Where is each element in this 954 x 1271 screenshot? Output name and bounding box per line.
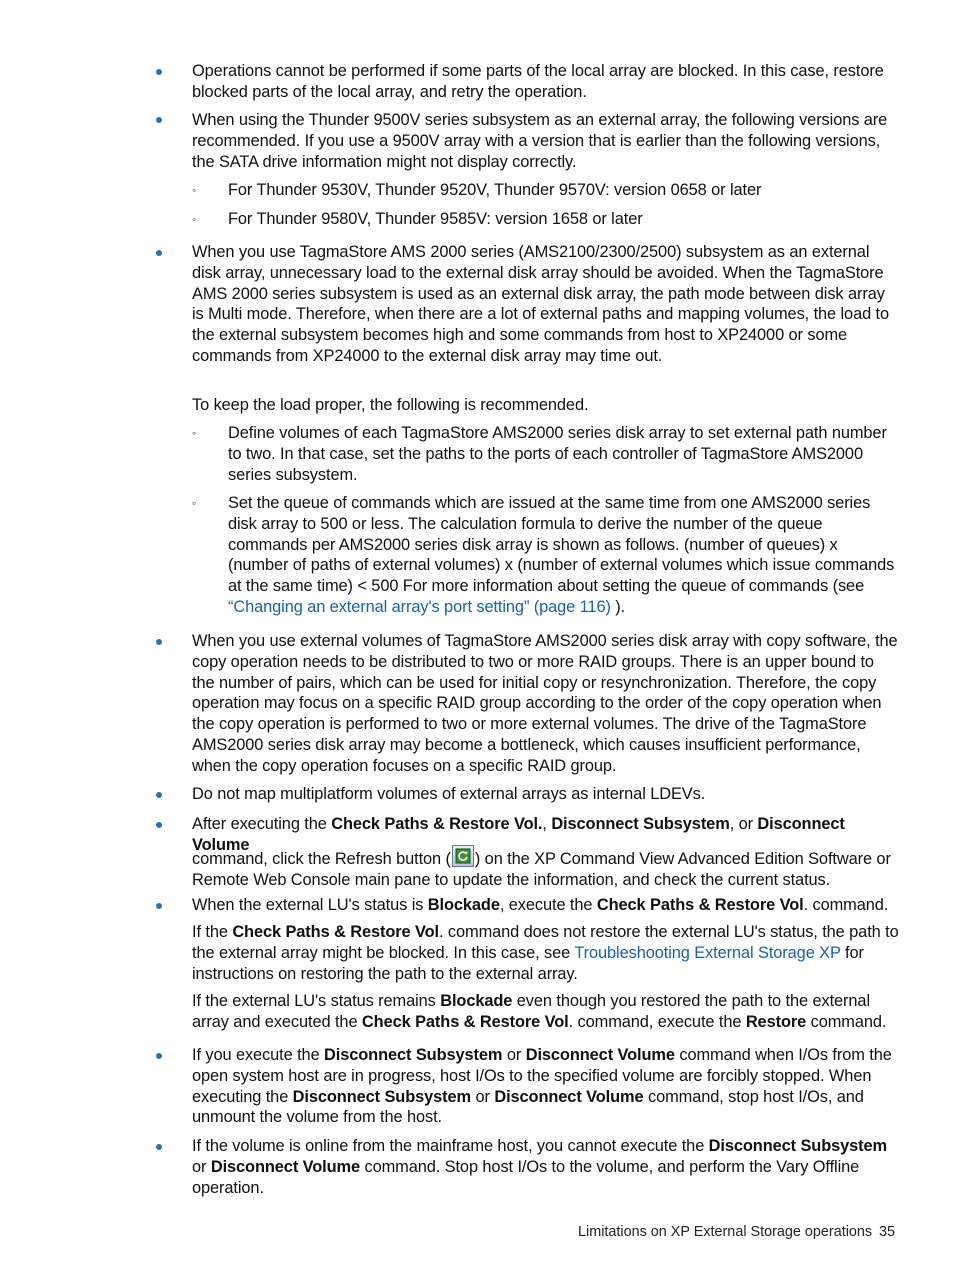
text-run: . command does not restore the external LU's status, the path to the external array might be blocked. In this case, see [192, 923, 899, 962]
command-name: Disconnect Volume [210, 1157, 361, 1176]
sub-bullet-icon: ◦ [192, 496, 197, 510]
bullet-3-para-2: To keep the load proper, the following is recommended. [192, 396, 589, 414]
sub-bullet-icon: ◦ [192, 183, 197, 197]
text-run: or [502, 1046, 526, 1064]
sub-bullet-icon: ◦ [192, 212, 197, 226]
text-run: When the external LU's status is [192, 896, 428, 914]
footer-page-number: 35 [879, 1224, 896, 1240]
text-run: even though you restored the path to the external array and executed the [192, 992, 870, 1031]
text-run: After executing the [192, 815, 332, 833]
text-run: If the [192, 923, 233, 941]
command-name: Check Paths & Restore Vol. [331, 815, 543, 833]
bullet-icon [156, 903, 162, 909]
refresh-icon [452, 845, 474, 867]
bullet-2-sub-2: For Thunder 9580V, Thunder 9585V: version 1658 or later [228, 210, 643, 228]
sub-bullet-icon: ◦ [192, 426, 197, 440]
bullet-6-line-2 [192, 845, 900, 891]
bullet-icon [156, 792, 162, 798]
status-blockade: Blockade [427, 896, 500, 914]
troubleshooting-link[interactable]: Troubleshooting External Storage XP [574, 943, 841, 962]
bullet-5-text: Do not map multiplatform volumes of external arrays as internal LDEVs. [192, 785, 706, 803]
bullet-7-para-3 [192, 991, 900, 1033]
text-run: or [192, 1157, 211, 1176]
bullet-3-sub-2 [228, 493, 900, 618]
bullet-3-sub-1: Define volumes of each TagmaStore AMS2000 series disk array to set external path number to two. In that case, set the paths to the ports of each controller of TagmaStore AMS2000 series subsystem. [228, 424, 887, 484]
bullet-icon [156, 1144, 162, 1150]
command-name: Disconnect Volume [494, 1087, 644, 1106]
text-run: or [471, 1087, 495, 1106]
bullet-9-text [192, 1136, 900, 1198]
bullet-2-sub-1: For Thunder 9530V, Thunder 9520V, Thunder 9570V: version 0658 or later [228, 181, 762, 199]
command-name: Check Paths & Restore Vol [232, 923, 440, 941]
port-setting-link[interactable]: “Changing an external array's port setting” (page 116) [228, 597, 611, 616]
bullet-icon [156, 69, 162, 75]
command-name: Disconnect Subsystem [324, 1046, 503, 1064]
bullet-1-text: Operations cannot be performed if some parts of the local array are blocked. In this case, restore blocked parts of the local array, and retry the operation. [192, 62, 884, 101]
text-run: command when I/Os from the open system host are in progress, host I/Os to the specified volume are forcibly stopped. When executing the [192, 1046, 892, 1106]
text-run: command, click the Refresh button ( [192, 850, 451, 868]
command-name: Disconnect Subsystem [551, 815, 730, 833]
command-name: Check Paths & Restore Vol [361, 1012, 569, 1031]
text-run: . command. [803, 896, 889, 914]
bullet-3-sub-2-end: ). [610, 597, 626, 616]
text-run: command. Stop host I/Os to the volume, and perform the Vary Offline operation. [192, 1157, 860, 1197]
text-run: for instructions on restoring the path to the external array. [192, 943, 864, 983]
text-run: . command, execute the [568, 1012, 746, 1031]
bullet-2-text: When using the Thunder 9500V series subsystem as an external array, the following versions are recommended. If you use a 9500V array with a version that is earlier than the following versions, the SATA drive information might not display correctly. [192, 111, 888, 171]
text-run: If you execute the [192, 1046, 325, 1064]
bullet-4-text: When you use external volumes of TagmaStore AMS2000 series disk array with copy software, the copy operation needs to be distributed to two or more RAID groups. There is an upper bound to the number of pairs, which can be used for initial copy or resynchronization. Therefore, the copy operation may focus on a specific RAID group according to the order of the copy operation when the copy operation is performed to two or more external volumes. The drive of the TagmaStore AMS2000 series disk array may become a bottleneck, which causes insufficient performance, when the copy operation focuses on a specific RAID group. [192, 632, 898, 775]
text-run: If the volume is online from the mainframe host, you cannot execute the [192, 1137, 709, 1155]
text-run: , or [729, 815, 758, 833]
footer-section-title: Limitations on XP External Storage operations [578, 1224, 873, 1240]
command-name: Disconnect Volume [525, 1046, 675, 1064]
bullet-7-para-2 [192, 922, 900, 984]
text-run: If the external LU's status remains [192, 992, 441, 1010]
bullet-3-sub-2-text: Set the queue of commands which are issued at the same time from one AMS2000 series disk array to 500 or less. The calculation formula to derive the number of the queue commands per AMS2000 series disk array is shown as follows. (number of queues) x (number of paths of external volumes) x (number of external volumes which issue commands at the same time) < 500 For more information about setting the queue of commands (see [228, 494, 895, 596]
text-run: command. [806, 1012, 887, 1031]
bullet-icon [156, 822, 162, 828]
command-name: Disconnect Volume [192, 815, 845, 854]
bullet-3-text: When you use TagmaStore AMS 2000 series (AMS2100/2300/2500) subsystem as an external disk array, unnecessary load to the external disk array should be avoided. When the TagmaStore AMS 2000 series subsystem is used as an external disk array, the path mode between disk array is Multi mode. Therefore, when there are a lot of external paths and mapping volumes, the load to the external subsystem becomes high and some commands from host to XP24000 or some commands from XP24000 to the external disk array may time out. [192, 243, 890, 365]
text-run: , [542, 815, 552, 833]
bullet-icon [156, 639, 162, 645]
status-blockade: Blockade [440, 992, 513, 1010]
bullet-icon [156, 250, 162, 256]
bullet-7-text [192, 895, 900, 916]
bullet-8-text [192, 1045, 900, 1128]
command-name: Check Paths & Restore Vol [596, 896, 804, 914]
text-run: , execute the [499, 896, 597, 914]
command-name: Restore [745, 1012, 807, 1031]
command-name: Disconnect Subsystem [292, 1087, 472, 1106]
bullet-icon [156, 117, 162, 123]
command-name: Disconnect Subsystem [708, 1137, 888, 1155]
text-run: ) on the XP Command View Advanced Edition Software or Remote Web Console main pane to update the information, and check the current status. [192, 850, 891, 889]
text-run: command, stop host I/Os, and unmount the volume from the host. [192, 1087, 864, 1127]
bullet-icon [156, 1053, 162, 1059]
